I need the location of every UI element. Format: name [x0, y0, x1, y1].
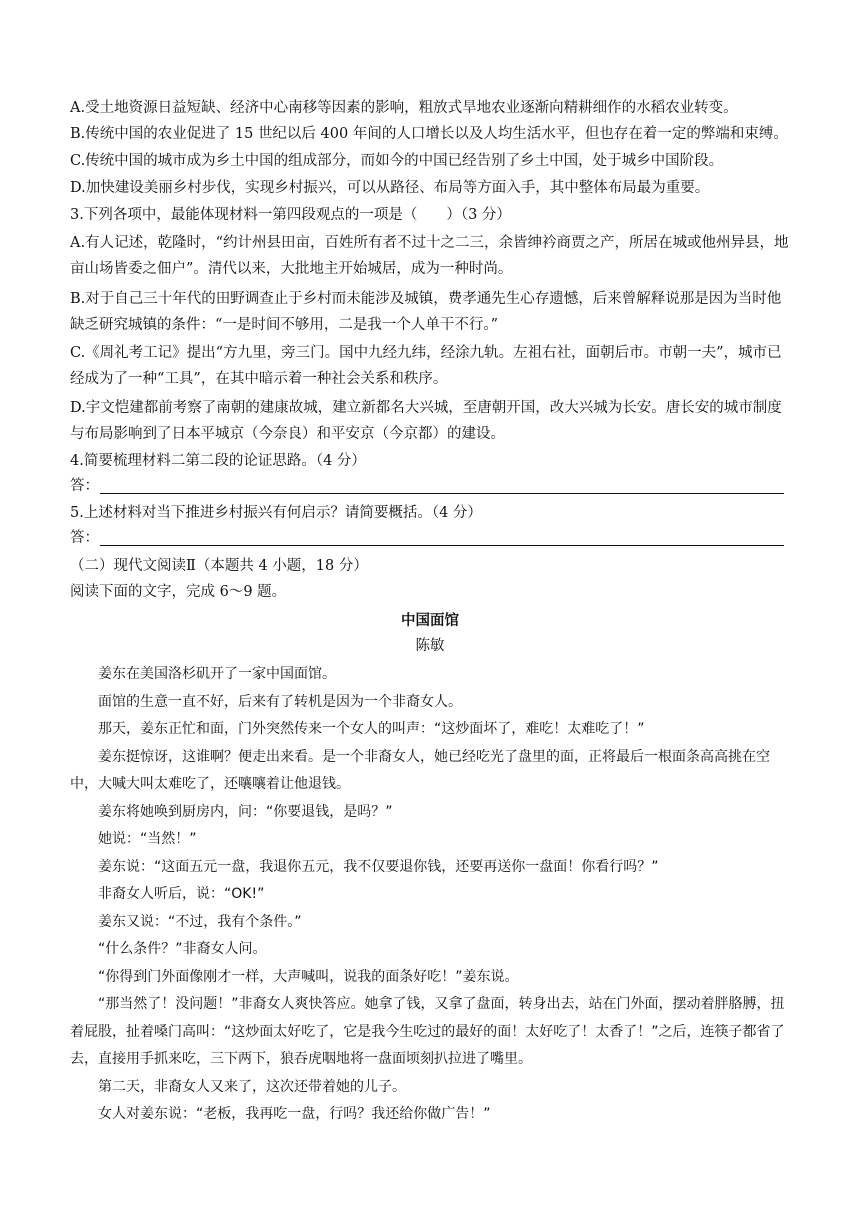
story-paragraph: 那天，姜东正忙和面，门外突然传来一个女人的叫声：“这炒面坏了，难吃！太难吃了！” [98, 721, 645, 737]
story-paragraph: “你得到门外面像刚才一样，大声喊叫，说我的面条好吃！”姜东说。 [98, 968, 519, 985]
story-paragraph: 姜东将她唤到厨房内，问：“你要退钱，是吗？” [98, 803, 393, 820]
q5-stem: 5.上述材料对当下推进乡村振兴有何启示？请简要概括。（4 分） [70, 505, 482, 521]
q4-answer-line [100, 493, 784, 494]
q2-option-a: A.受土地资源日益短缺、经济中心南移等因素的影响，粗放式旱地农业逐渐向精耕细作的水稻农业转变。 [70, 100, 738, 116]
section-instruction: 阅读下面的文字，完成 6～9 题。 [70, 584, 287, 600]
story-paragraph: 第二天，非裔女人又来了，这次还带着她的儿子。 [98, 1078, 406, 1095]
story-paragraph: 面馆的生意一直不好，后来有了转机是因为一个非裔女人。 [98, 693, 462, 710]
story-author: 陈敏 [415, 638, 445, 654]
q2-option-b: B.传统中国的农业促进了 15 世纪以后 400 年间的人口增长以及人均生活水平，但也存在着一定的弊端和束缚。 [70, 126, 788, 142]
story-title: 中国面馆 [401, 612, 459, 629]
story-body [70, 661, 792, 1129]
q5-answer-label: 答： [70, 530, 99, 546]
story-paragraph: 非裔女人听后，说：“OK!” [98, 886, 265, 902]
q3-stem: 3.下列各项中，最能体现材料一第四段观点的一项是（ ）（3 分） [70, 207, 511, 223]
story-paragraph: 姜东在美国洛杉矶开了一家中国面馆。 [98, 666, 336, 682]
story-paragraph: 姜东又说：“不过，我有个条件。” [98, 913, 302, 930]
q4-answer-field[interactable] [70, 476, 784, 496]
q3-option-c: C.《周礼考工记》提出“方九里，旁三门。国中九经九纬，经涂九轨。左祖右社，面朝后市。市朝一夫”，城市已经成为了一种“工具”，在其中暗示着一种社会关系和秩序。 [70, 345, 782, 387]
q2-option-d: D.加快建设美丽乡村步伐，实现乡村振兴，可以从路径、布局等方面入手，其中整体布局最为重要。 [70, 180, 710, 196]
q3-option-b: B.对于自己三十年代的田野调查止于乡村而未能涉及城镇，费孝通先生心存遗憾，后来曾解释说那是因为当时他缺乏研究城镇的条件：“一是时间不够用，二是我一个人单干不行。” [70, 291, 782, 333]
q4-answer-label: 答： [70, 478, 99, 494]
q3-option-d: D.宇文恺建都前考察了南朝的建康故城，建立新都名大兴城，至唐朝开国，改大兴城为长安。唐长安的城市制度与布局影响到了日本平城京（今奈良）和平安京（今京都）的建设。 [70, 400, 782, 442]
story-paragraph: 姜东说：“这面五元一盘，我退你五元，我不仅要退你钱，还要再送你一盘面！你看行吗？” [98, 858, 659, 875]
q5-answer-line [100, 545, 784, 546]
story-paragraph: “那当然了！没问题！”非裔女人爽快答应。她拿了钱，又拿了盘面，转身出去，站在门外面，摆动着胖胳膊，扭着屁股，扯着嗓门高叫：“这炒面太好吃了，它是我今生吃过的最好的面！太好吃了！太香了！”之后，连筷子都省了去，直接用手抓来吃，三下两下，狼吞虎咽地将一盘面顷刻扒拉进了嘴里。 [70, 996, 785, 1067]
story-paragraph: “什么条件？”非裔女人问。 [98, 941, 267, 957]
story-paragraph: 她说：“当然！” [98, 831, 197, 847]
q4-stem: 4.简要梳理材料二第二段的论证思路。（4 分） [70, 453, 366, 469]
q3-option-a: A.有人记述，乾隆时，“约计州县田亩，百姓所有者不过十之二三，余皆绅衿商贾之产，所居在城或他州异县，地亩山场皆委之佃户”。清代以来，大批地主开始城居，成为一种时尚。 [70, 235, 789, 277]
q5-answer-field[interactable] [70, 528, 784, 548]
story-paragraph: 女人对姜东说：“老板，我再吃一盘，行吗？我还给你做广告！” [98, 1106, 491, 1122]
q2-option-c: C.传统中国的城市成为乡土中国的组成部分，而如今的中国已经告别了乡土中国，处于城乡中国阶段。 [70, 153, 724, 169]
section-heading: （二）现代文阅读Ⅱ（本题共 4 小题，18 分） [70, 558, 368, 574]
story-paragraph: 姜东挺惊讶，这谁啊？便走出来看。是一个非裔女人，她已经吃光了盘里的面，正将最后一根面条高高挑在空中，大喊大叫太难吃了，还嚷嚷着让他退钱。 [70, 748, 770, 792]
